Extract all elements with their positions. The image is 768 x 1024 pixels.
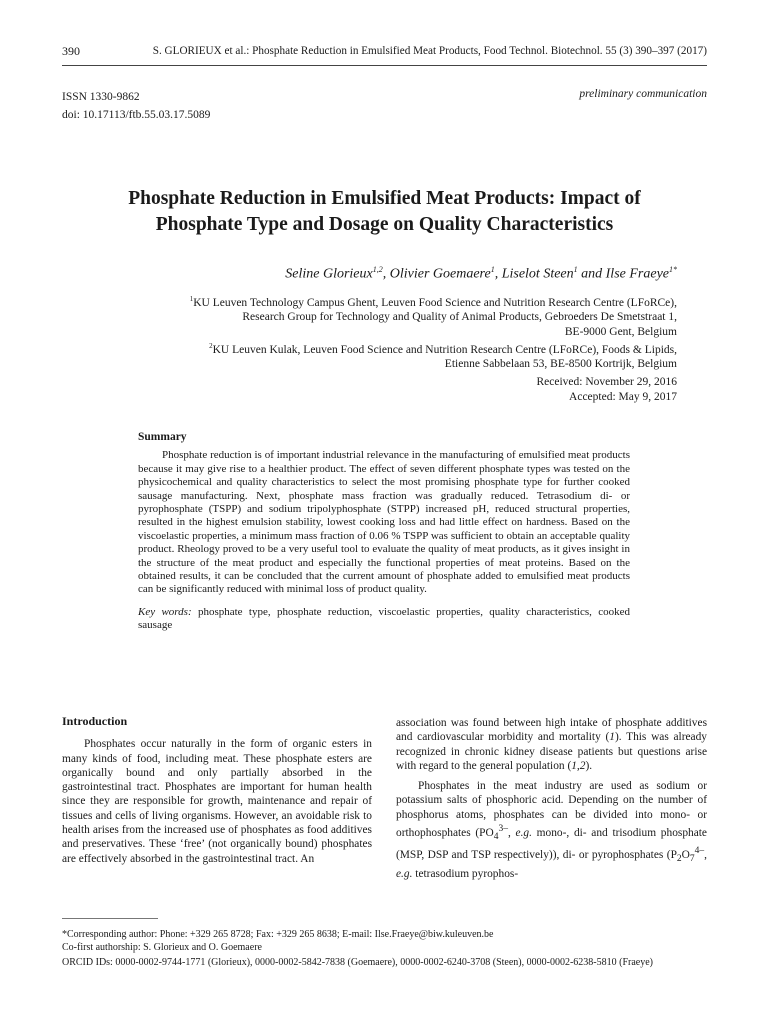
affiliation-1 [190, 292, 677, 339]
reference-link[interactable]: 1,2 [571, 759, 586, 772]
subscript: 7 [689, 854, 695, 865]
orcid-ids: ORCID IDs: 0000-0002-9744-1771 (Glorieux), 0000-0002-5842-7838 (Goemaere), 0000-0002-6240-3708 (Steen), 0000-0002-6238-5810 (Fraeye) [62, 957, 653, 969]
keywords [138, 606, 630, 633]
header-divider [62, 65, 707, 66]
article-title [62, 186, 707, 238]
cofirst-authorship: Co-first authorship: S. Glorieux and O. Goemaere [62, 941, 262, 953]
right-column [396, 716, 707, 881]
summary-text: Phosphate reduction is of important industrial relevance in the manufacturing of emulsified meat products because it may give rise to a healthier product. The effect of seven different phosphate types was tested on the physicochemical and quality characteristics to select the most promising phosphate type for further cooked sausage manufacturing. Next, phosphate mass fraction was gradually reduced. Tetrasodium di- or pyrophosphate (TSPP) and sodium tripolyphosphate (STPP) increased pH, reduced structural properties, resulted in the highest emulsion stability, lowest cooking loss and had little effect on hardness. Based on the viscoelastic properties, a minimum mass fraction of 0.06 % TSPP was sufficient to obtain an acceptable quality product. Rheology proved to be a very useful tool to evaluate the quality of meat products, as it gives insight in the structure of the meat product and especially the functional properties of meat proteins. Based on the obtained results, it can be concluded that the current amount of phosphate added to emulsified meat products can be significantly reduced with minimal loss of product quality. [138, 449, 630, 596]
affiliation-2 [209, 339, 677, 372]
author-affiliation-mark: 1* [669, 265, 677, 274]
author-affiliation-mark: 1 [573, 265, 578, 274]
author-list [285, 265, 677, 283]
affiliation-line: Research Group for Technology and Quality of Animal Products, Gebroeders De Smetstraat 1, [242, 311, 677, 324]
accepted-date: Accepted: May 9, 2017 [569, 390, 677, 403]
summary-section [138, 431, 630, 633]
affiliation-mark: 1 [189, 295, 194, 303]
title-line-2: Phosphate Type and Dosage on Quality Characteristics [155, 214, 614, 235]
page-number: 390 [62, 44, 80, 58]
article-type: preliminary communication [579, 88, 707, 100]
footnotes [62, 929, 707, 970]
subscript: 2 [676, 854, 682, 865]
affiliation-mark: 2 [209, 342, 213, 350]
text-run: , [704, 849, 707, 862]
author-name: , Liselot Steen [494, 266, 574, 282]
left-column [62, 714, 372, 866]
summary-heading: Summary [138, 431, 187, 443]
keywords-label: Key words: [138, 605, 192, 618]
received-date: Received: November 29, 2016 [536, 376, 677, 388]
introduction-paragraph: Phosphates occur naturally in the form of organic esters in many kinds of food, including meat. These phosphate esters are organically bound and only partially absorbed in the gastrointestinal tract. Phosphates are important for human health since they are responsible for growth, maintenance and repair of tissues and cells of living organisms. However, an avoidable risk to health arises from the increased use of phosphates as food additives and preservatives. These ‘free’ (not organically bound) phosphates are effectively absorbed in the gastrointestinal tract. An [62, 738, 372, 865]
body-paragraph [396, 779, 707, 881]
running-header [62, 44, 707, 64]
running-title: S. GLORIEUX et al.: Phosphate Reduction in Emulsified Meat Products, Food Technol. Biotechnol. 55 (3) 390–397 (2017) [152, 45, 707, 57]
italic-run: e.g. [396, 867, 413, 880]
text-run: ). This was already recognized in chronic kidney disease patients but questions arise with regard to the general population ( [396, 731, 707, 772]
issn: ISSN 1330-9862 [62, 91, 140, 103]
text-run: mono-, di- and trisodium phosphate (MSP, DSP and TSP respectively)), di- or pyrophosphates (P [396, 826, 707, 862]
affiliation-line: KU Leuven Kulak, Leuven Food Science and Nutrition Research Centre (LFoRCe), Foods & Lipids, [212, 343, 677, 356]
author-name: , Olivier Goemaere [382, 266, 491, 282]
superscript: 4– [694, 846, 705, 857]
author-name: Seline Glorieux [285, 266, 373, 282]
subscript: 4 [493, 832, 499, 843]
article-dates [536, 375, 677, 404]
author-name: and Ilse Fraeye [577, 266, 669, 282]
corresponding-author: *Corresponding author: Phone: +329 265 8728; Fax: +329 265 8638; E-mail: Ilse.Fraeye@biw.kuleuven.be [62, 929, 494, 940]
article-meta [62, 88, 210, 124]
text-run: ). [585, 759, 593, 772]
text-run: tetrasodium pyrophos- [412, 867, 519, 880]
affiliation-line: Etienne Sabbelaan 53, BE-8500 Kortrijk, Belgium [444, 358, 677, 371]
text-run: association was found between high intake of phosphate additives and cardiovascular morbidity and mortality ( [396, 717, 707, 744]
text-run: O [681, 849, 690, 862]
text-run: Phosphates in the meat industry are used as sodium or potassium salts of phosphoric acid. Depending on the number of phosphorus atoms, phosphates can be divided into mono- or orthophosphates (PO [396, 780, 707, 839]
italic-run: e.g. [515, 826, 532, 839]
title-line-1: Phosphate Reduction in Emulsified Meat Products: Impact of [128, 188, 641, 209]
affiliation-line: KU Leuven Technology Campus Ghent, Leuven Food Science and Nutrition Research Centre (LFoRCe), [193, 296, 677, 309]
author-affiliation-mark: 1,2 [372, 265, 383, 274]
body-paragraph [396, 716, 707, 773]
reference-link[interactable]: 1 [609, 731, 615, 744]
keywords-list: phosphate type, phosphate reduction, viscoelastic properties, quality characteristics, cooked sausage [138, 605, 630, 632]
affiliation-line: BE-9000 Gent, Belgium [564, 325, 677, 338]
text-run: , [507, 826, 516, 839]
author-affiliation-mark: 1 [490, 265, 495, 274]
footnote-divider [62, 918, 158, 919]
introduction-heading: Introduction [62, 714, 128, 728]
superscript: 3– [498, 824, 508, 835]
doi[interactable]: doi: 10.17113/ftb.55.03.17.5089 [62, 109, 211, 121]
